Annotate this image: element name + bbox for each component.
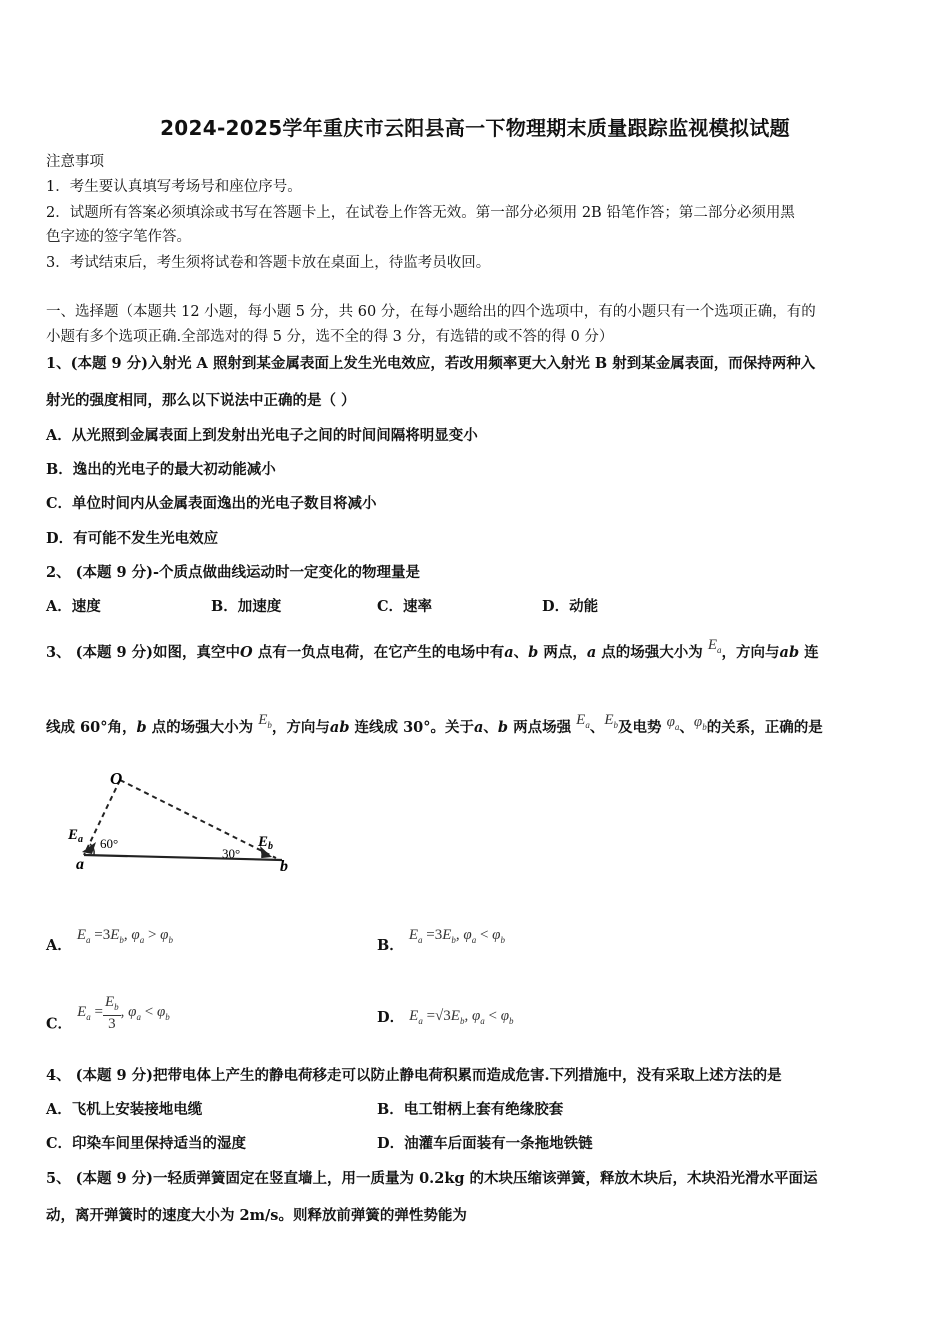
notice-item: 2．试题所有答案必须填涂或书写在答题卡上，在试卷上作答无效。第一部分必须用 2B 铅笔作答；第二部分必须用黑: [46, 205, 795, 221]
notice-item: 色字迹的签字笔作答。: [46, 229, 191, 245]
label-Eb: $E_b$: [258, 834, 274, 852]
question-1-stem: 1、(本题 9 分)入射光 A 照射到某金属表面上发生光电效应，若改用频率更大入射光 B 射到某金属表面，而保持两种入: [46, 355, 816, 372]
label-angle-30: 30°: [222, 846, 241, 861]
line-Ob: [120, 780, 276, 858]
question-2-option-d: D．动能: [542, 598, 599, 615]
question-3-option-b: B． $E_a =3E_b$, $\varphi_a < \varphi_b$: [377, 927, 505, 954]
question-4-option-a: A．飞机上安装接地电缆: [46, 1101, 203, 1118]
symbol-Ea: $E_a$: [707, 637, 722, 655]
label-O: O: [110, 769, 123, 788]
question-4-option-b: B．电工钳柄上套有绝缘胶套: [377, 1101, 564, 1118]
question-3-option-c: C． $E_a$ = $\frac{E_b}{3}$ , $\varphi_a < \varphi_b$: [46, 994, 170, 1033]
question-2-option-a: A．速度: [46, 598, 101, 615]
symbol-Eb: $E_b$: [258, 712, 272, 730]
question-5-stem: 动，离开弹簧时的速度大小为 2m/s。则释放前弹簧的弹性势能为: [46, 1207, 467, 1224]
question-2-option-b: B．加速度: [211, 598, 282, 615]
question-4-option-d: D．油灌车后面装有一条拖地铁链: [377, 1135, 593, 1152]
electric-field-figure: [44, 760, 304, 890]
question-3-option-a: A． $E_a =3E_b$, $\varphi_a > \varphi_b$: [46, 927, 173, 954]
question-1-option-b: B．逸出的光电子的最大初动能减小: [46, 461, 276, 478]
question-1-option-d: D．有可能不发生光电效应: [46, 530, 219, 547]
question-3-option-d: D． $E_a =√3E_b$, $\varphi_a < \varphi_b$: [377, 1008, 514, 1026]
notice-item: 1．考生要认真填写考场号和座位序号。: [46, 179, 302, 195]
question-1-stem: 射光的强度相同，那么以下说法中正确的是（ ）: [46, 392, 356, 409]
label-a: a: [76, 856, 84, 873]
notice-item: 3．考试结束后，考生须将试卷和答题卡放在桌面上，待监考员收回。: [46, 255, 491, 271]
question-1-option-c: C．单位时间内从金属表面逸出的光电子数目将减小: [46, 495, 377, 512]
question-3-stem-line2: 线成 60°角，b 点的场强大小为 $E_b$，方向与ab 连线成 30°。关于a、b 两点场强 $E_a$、$E_b$及电势 $\varphi_a$、$\varphi_b$的关系，正确的是: [46, 712, 823, 736]
section-instructions: 小题有多个选项正确.全部选对的得 5 分，选不全的得 3 分，有选错的或不答的得 0 分）: [46, 329, 614, 345]
label-Ea: $E_a$: [68, 827, 84, 845]
question-4-option-c: C．印染车间里保持适当的湿度: [46, 1135, 247, 1152]
question-4-stem: 4、 (本题 9 分)把带电体上产生的静电荷移走可以防止静电荷积累而造成危害.下列措施中，没有采取上述方法的是: [46, 1067, 782, 1084]
line-ab: [84, 855, 282, 860]
label-angle-60: 60°: [100, 836, 119, 851]
question-1-option-a: A．从光照到金属表面上到发射出光电子之间的时间间隔将明显变小: [46, 427, 478, 444]
question-2-option-c: C．速率: [377, 598, 433, 615]
question-2-stem: 2、 (本题 9 分)-个质点做曲线运动时一定变化的物理量是: [46, 564, 421, 581]
label-b: b: [280, 858, 288, 875]
question-3-stem-line1: 3、 (本题 9 分)如图，真空中O 点有一负点电荷，在它产生的电场中有a、b 两点，a 点的场强大小为 $E_a$，方向与ab 连: [46, 637, 819, 661]
question-5-stem: 5、 (本题 9 分)一轻质弹簧固定在竖直墙上，用一质量为 0.2kg 的木块压缩该弹簧，释放木块后，木块沿光滑水平面运: [46, 1170, 818, 1187]
page-title: 2024-2025学年重庆市云阳县高一下物理期末质量跟踪监视模拟试题: [160, 116, 790, 140]
notice-heading: 注意事项: [46, 154, 104, 170]
section-instructions: 一、选择题（本题共 12 小题，每小题 5 分，共 60 分，在每小题给出的四个选项中，有的小题只有一个选项正确，有的: [46, 304, 816, 320]
